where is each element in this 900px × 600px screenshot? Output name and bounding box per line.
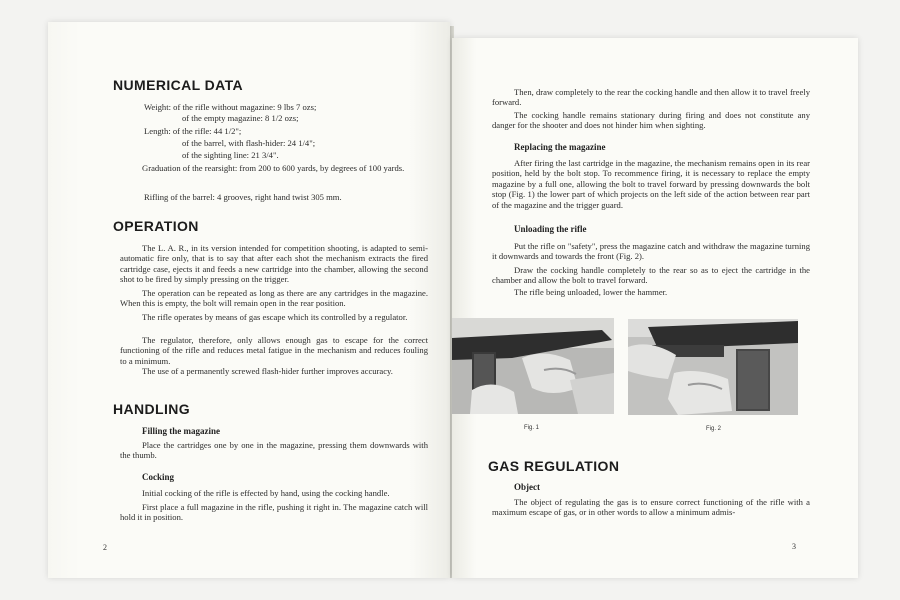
intro-paragraph-2: The cocking handle remains stationary during firing and does not constitute any danger for the shooter and does not hinder him when sighting. — [492, 110, 810, 131]
operation-paragraph-4: The regulator, therefore, only allows enough gas to escape for the correct functioning of the rifle and reduces metal fatigue in the mechanism and reduces fouling to a minimum. — [120, 335, 428, 366]
cocking-paragraph-2: First place a full magazine in the rifle, pushing it right in. The magazine catch will hold it in position. — [120, 502, 428, 523]
filling-magazine-heading: Filling the magazine — [142, 426, 220, 436]
unloading-paragraph-1: Put the rifle on "safety", press the magazine catch and withdraw the magazine turning it downwards and towards the front (Fig. 2). — [492, 241, 810, 262]
filling-magazine-text: Place the cartridges one by one in the magazine, pressing them downwards with the thumb. — [120, 440, 428, 461]
cocking-heading: Cocking — [142, 472, 175, 482]
left-page-number: 2 — [103, 543, 107, 552]
operation-paragraph-5: The use of a permanently screwed flash-hider further improves accuracy. — [142, 366, 393, 376]
weight-line-1: Weight: of the rifle without magazine: 9 lbs 7 ozs; — [144, 102, 317, 112]
numerical-data-heading: NUMERICAL DATA — [113, 77, 244, 93]
unloading-paragraph-2: Draw the cocking handle completely to the rear so as to eject the cartridge in the chamber and allow the bolt to travel forward. — [492, 265, 810, 286]
handling-heading: HANDLING — [113, 401, 191, 417]
figure-2-photo — [628, 319, 798, 415]
object-text: The object of regulating the gas is to ensure correct functioning of the rifle with a maximum escape of gas, or in other words to allow a minimum admis- — [492, 497, 810, 518]
operation-paragraph-2: The operation can be repeated as long as there are any cartridges in the magazine. When this is empty, the bolt will remain open in the rear position. — [120, 288, 428, 309]
figure-1-caption: Fig. 1 — [524, 425, 540, 431]
replacing-magazine-text: After firing the last cartridge in the magazine, the mechanism remains open in its rear position, held by the bolt stop. To recommence firing, it is necessary to replace the empty magazine by a full one, allowing the bolt to travel forward by pressing downwards the bolt stop (Fig. 1) the lower part of which projects on the left side of the action between rear part of the magazine and the trigger guard. — [492, 158, 810, 210]
unloading-rifle-heading: Unloading the rifle — [514, 224, 587, 234]
length-line-3: of the sighting line: 21 3/4". — [182, 150, 279, 160]
intro-paragraph-1: Then, draw completely to the rear the cocking handle and then allow it to travel freely forward. — [492, 87, 810, 108]
length-line-2: of the barrel, with flash-hider: 24 1/4"; — [182, 138, 316, 148]
right-page-number: 3 — [792, 542, 796, 551]
object-heading: Object — [514, 482, 540, 492]
weight-line-2: of the empty magazine: 8 1/2 ozs; — [182, 113, 299, 123]
figure-1-photo — [452, 318, 614, 414]
length-line-1: Length: of the rifle: 44 1/2"; — [144, 126, 242, 136]
left-page — [48, 22, 450, 578]
figure-2-caption: Fig. 2 — [706, 426, 722, 432]
operation-paragraph-1: The L. A. R., in its version intended for competition shooting, is adapted to semi-automatic fire only, that is to say that after each shot the mechanism extracts the fired cartridge case, ejects it and feeds a new cartridge into the chamber, allowing the second shot to be fired by simply pressing on the trigger. — [120, 243, 428, 285]
unloading-paragraph-3: The rifle being unloaded, lower the hammer. — [514, 287, 668, 297]
right-page — [452, 38, 858, 578]
cocking-paragraph-1: Initial cocking of the rifle is effected by hand, using the cocking handle. — [142, 488, 390, 498]
operation-paragraph-3: The rifle operates by means of gas escape which its controlled by a regulator. — [142, 312, 408, 322]
graduation-text: Graduation of the rearsight: from 200 to 600 yards, by degrees of 100 yards. — [142, 163, 405, 173]
operation-heading: OPERATION — [113, 218, 199, 234]
replacing-magazine-heading: Replacing the magazine — [514, 142, 606, 152]
rifling-text: Rifling of the barrel: 4 grooves, right hand twist 305 mm. — [144, 192, 342, 202]
gas-regulation-heading: GAS REGULATION — [488, 458, 620, 474]
figure-1-rifle-hands-illustration — [452, 318, 614, 414]
figure-2-rifle-magazine-illustration — [628, 319, 798, 415]
